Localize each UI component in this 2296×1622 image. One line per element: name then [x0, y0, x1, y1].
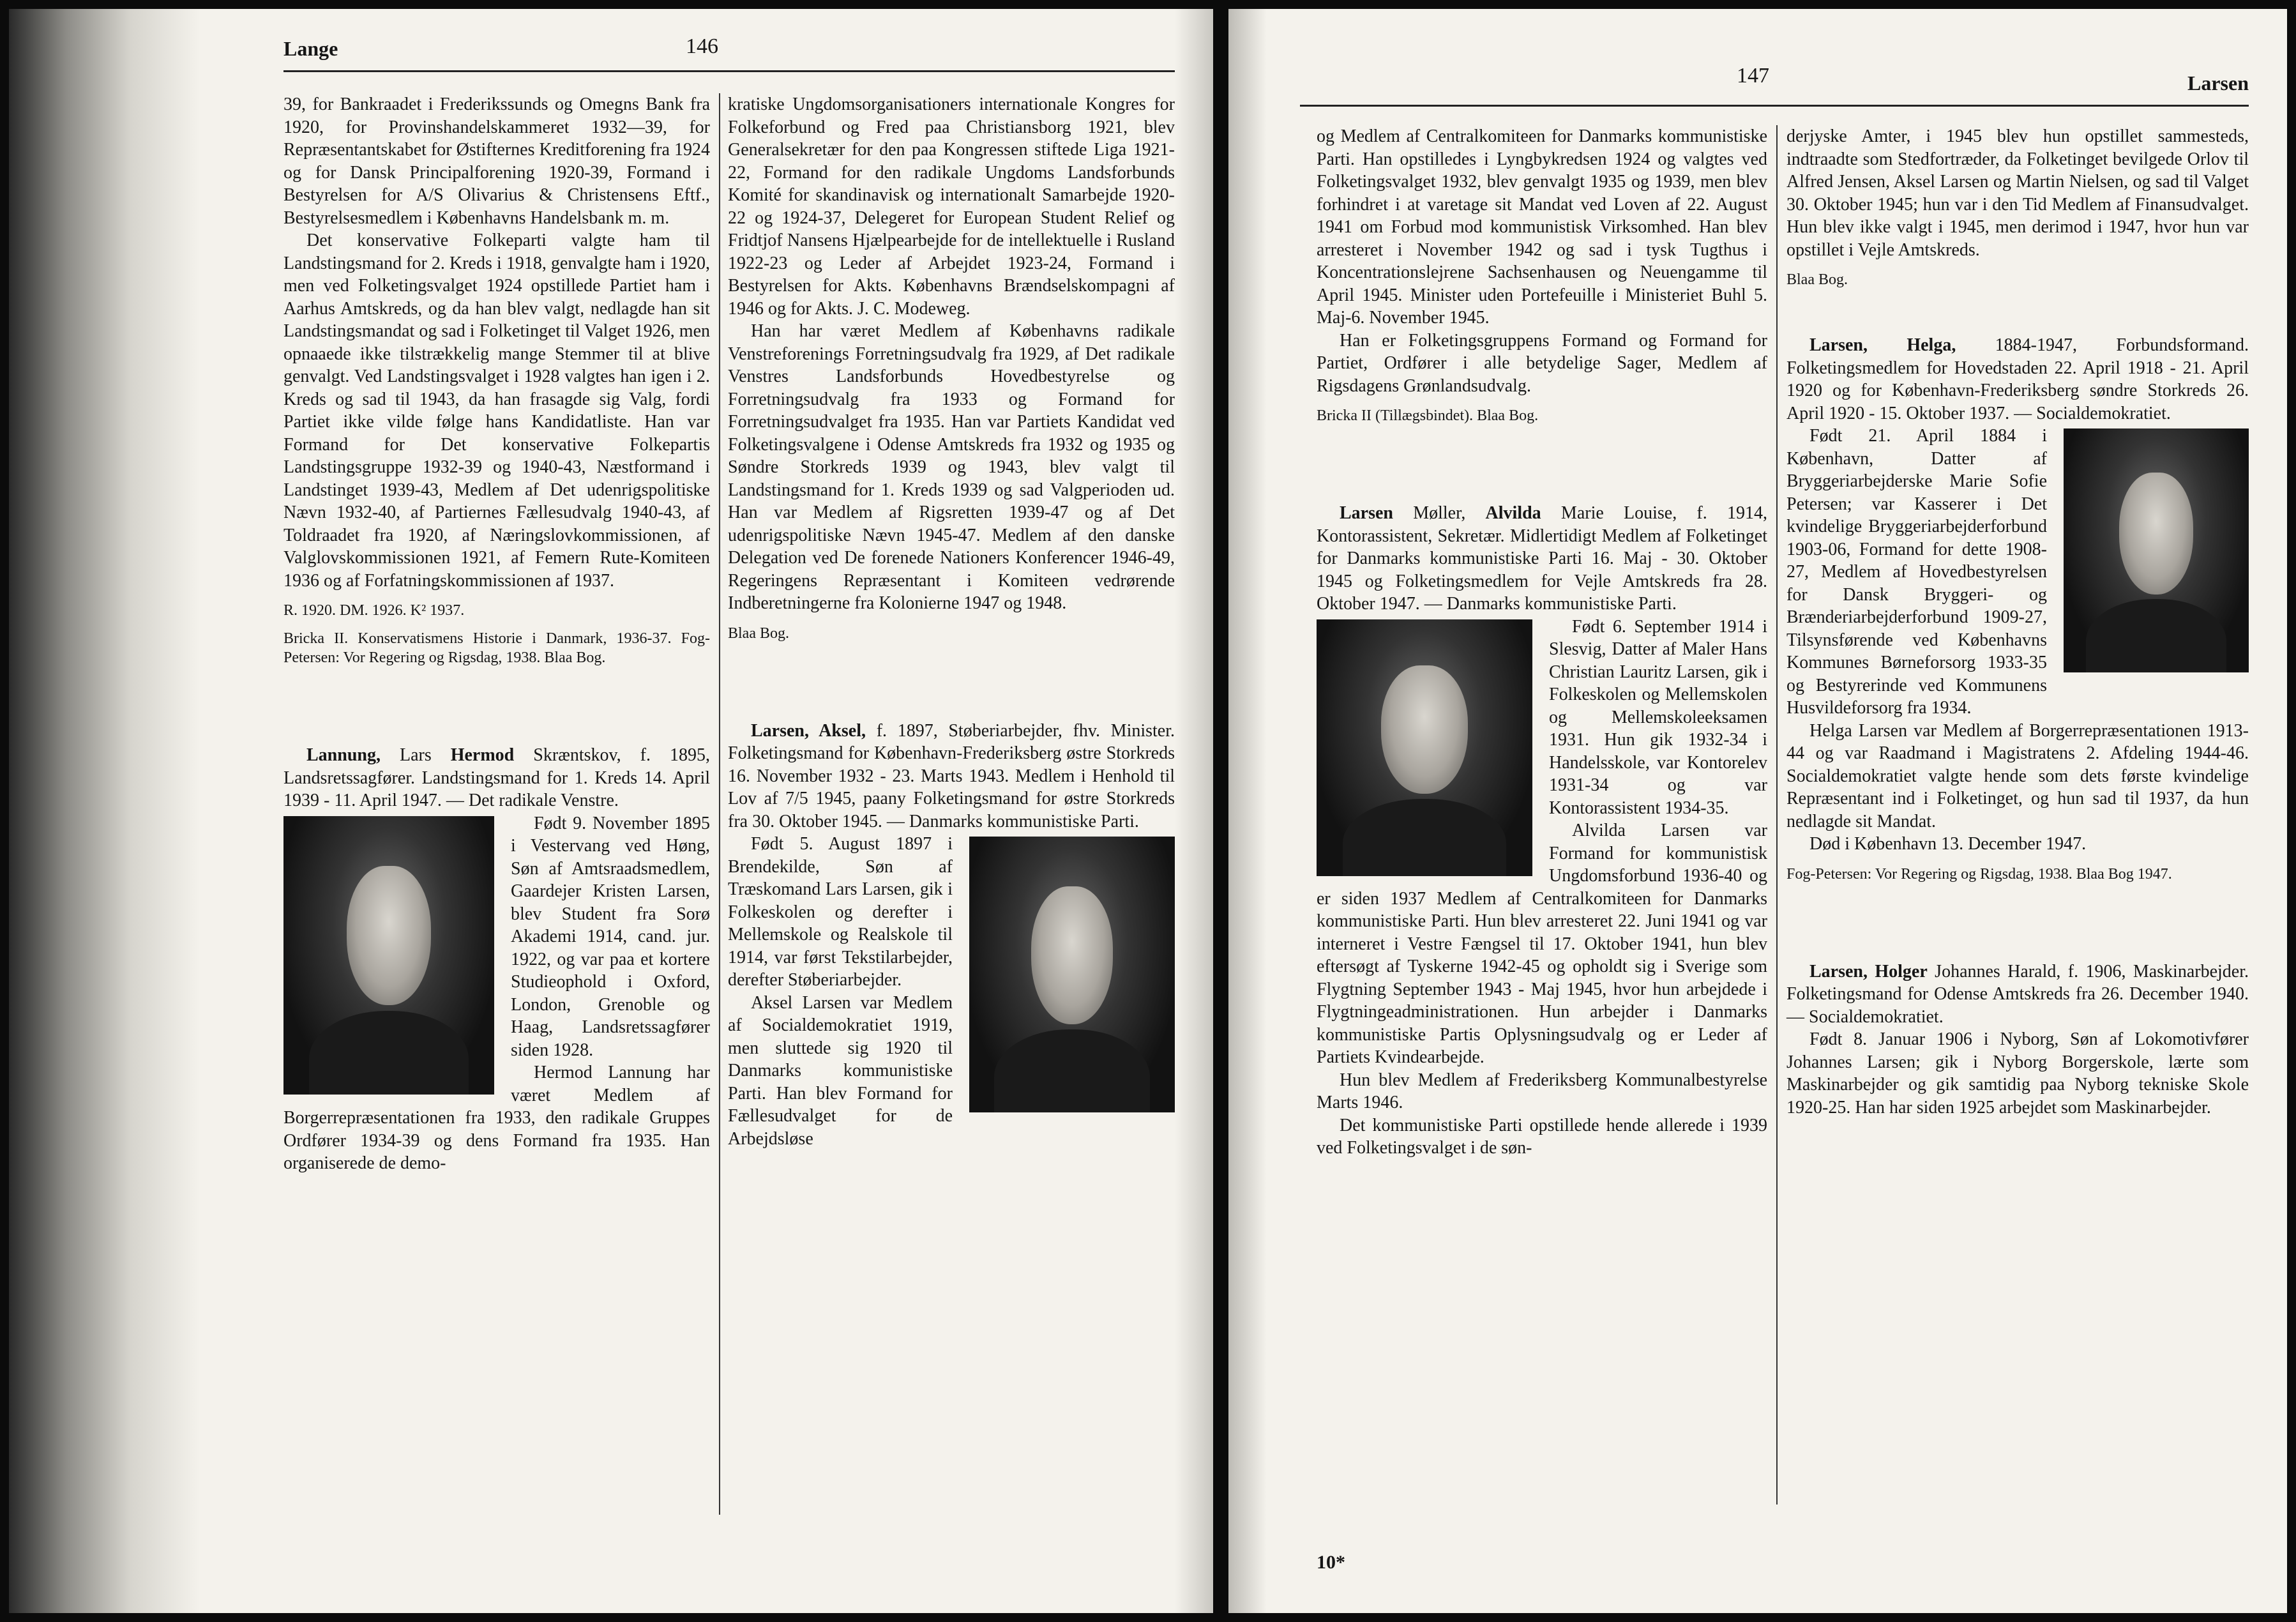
entry-heading: [1786, 334, 2249, 425]
entry-intro: f. 1897, Støberiarbejder, fhv. Minister. Folketingsmand for København-Frederiksberg østre Storkreds 16. November 1932 - 23. Marts 1943. Medlem i Henhold til Lov af 7/5 1945, paany Folketingsmand for østre Storkreds fra 30. Oktober 1945. — Danmarks kommunistiske Parti.: [728, 720, 1175, 831]
entry-mid-name: Møller,: [1393, 503, 1486, 523]
header-rule: [283, 70, 1175, 72]
entry-gap: [283, 667, 710, 744]
paragraph: Hun blev Medlem af Frederiksberg Kommunalbestyrelse Marts 1946.: [1317, 1070, 1767, 1112]
portrait-face: [1031, 886, 1114, 1024]
paragraph: Født 5. August 1897 i Brendekilde, Søn af Træskomand Lars Larsen, gik i Folkeskolen og derefter i Mellemskole og Realskole til 1914, var først Tekstilarbejder, derefter Støberiarbejder.: [728, 834, 953, 990]
paragraph: Født 6. September 1914 i Slesvig, Datter af Maler Hans Christian Lauritz Larsen, gik i Folkeskolen og Mellemskolen og Mellemskoleeksamen 1931. Hun gik 1932-34 i Handelsskole, var Kontorelev 1931-34 og var Kontorassistent 1934-35.: [1549, 616, 1767, 818]
page-number-right: 147: [1737, 64, 1769, 87]
paragraph: Helga Larsen var Medlem af Borgerrepræsentationen 1913-44 og var Raadmand i Magistratens 2. Afdeling 1944-46. Socialdemokratiet valgte hende som dets første kvindelige Repræsentant ind i Folketinget, og hun sad til 1937, da hun nedlagde sit Mandat.: [1786, 720, 2249, 831]
entry-name: Larsen, Aksel,: [751, 720, 866, 741]
portrait-face: [1381, 665, 1467, 794]
portrait-face: [2119, 473, 2193, 595]
paragraph: derjyske Amter, i 1945 blev hun opstillet sammesteds, indtraadte som Stedfortræder, da Folketinget bevilgede Orlov til Alfred Jensen, Aksel Larsen og Martin Nielsen, og sad til Valget 30. Oktober 1945; hun var i den Tid Medlem af Finansudvalget. Hun blev ikke valgt i 1945, men derimod i 1947, hvor hun var opstillet i Vejle Amtskreds.: [1786, 126, 2249, 260]
portrait-photo-helga-larsen: [2064, 428, 2249, 672]
entry-surname: Lannung,: [306, 745, 381, 765]
entry-intro: Johannes Harald, f. 1906, Maskinarbejder. Folketingsmand for Odense Amtskreds fra 26. December 1940. — Socialdemokratiet.: [1786, 961, 2249, 1027]
entry-gap: [1786, 289, 2249, 334]
column-divider: [719, 93, 720, 1515]
entry-intro: Marie Louise, f. 1914, Kontorassistent, Sekretær. Midlertidigt Medlem af Folketinget for Danmarks kommunistiske Parti 16. Maj - 30. Oktober 1945 og Folketingsmedlem for Vejle Amtskreds fra 28. Oktober 1947. — Danmarks kommunistiske Parti.: [1317, 503, 1767, 614]
paragraph: Død i København 13. December 1947.: [1809, 834, 2087, 854]
entry-heading: [728, 720, 1175, 833]
paragraph: Født 8. Januar 1906 i Nyborg, Søn af Lokomotivfører Johannes Larsen; gik i Nyborg Borgerskole, lærte som Maskinarbejder og gik samtidig paa Nyborg tekniske Skole 1920-25. Han har siden 1925 arbejdet som Maskinarbejder.: [1786, 1029, 2249, 1118]
paragraph: 39, for Bankraadet i Frederikssunds og Omegns Bank fra 1920, for Provinshandelskammeret 1932—39, for Repræsentantskabet for Østifternes Kreditforening fra 1924 og for Dansk Principalforening 1920-39, Formand i Bestyrelsen for A/S Olivarius & Christensens Eftf., Bestyrelsesmedlem i Københavns Handelsbank m. m.: [283, 95, 710, 228]
entry-gap: [1786, 884, 2249, 960]
paragraph: Alvilda Larsen var Formand for kommunistisk Ungdomsforbund 1936-40 og er siden 1937 Medlem af Centralkomiteen for Danmarks kommunistiske Parti. Hun blev arresteret 22. Juni 1941 og var interneret i Vestre Fængsel til 17. Oktober 1941, hun blev eftersøgt af Tyskerne 1942-45 og opholdt sig i Sverige som Flygtning September 1943 - Maj 1945, hvor hun arbejdede i Flygtningeadministrationen. Hun arbejder i Danmarks kommunistiske Partis Oplysningsudvalg og er Leder af Partiets Kvindearbejde.: [1317, 821, 1767, 1067]
column-right-1: [1317, 125, 1767, 1160]
honours: R. 1920. DM. 1926. K² 1937.: [283, 602, 465, 619]
portrait-face: [347, 866, 431, 1005]
sources: Fog-Petersen: Vor Regering og Rigsdag, 1938. Blaa Bog 1947.: [1786, 865, 2172, 883]
paragraph: Det konservative Folkeparti valgte ham til Landstingsmand for 2. Kreds i 1918, genvalgte ham i 1920, men ved Folketingsvalget 1924 opstillede Partiet ham i Aarhus Amtskreds, og da han blev valgt, nedlagde han sit Landstingsmandat og sad i Folketinget til Valget 1926, men opnaaede ikke tilstrækkelig mange Stemmer til at blive genvalgt. Ved Landstingsvalget i 1928 valgtes han igen i 2. Kreds og sad til 1943, da han frasagde sig Valg, fordi Partiet ikke vilde følge hans Kandidatliste. Han var Formand for Det konservative Folkepartis Landstingsgruppe 1932-39 og 1940-43, Næstformand i Landstinget 1939-43, Medlem af Det udenrigspolitiske Nævn 1932-40, af Partiernes Fællesudvalg 1940-43, af Toldraadet fra 1920, af Næringslovkommissionen, af Valglovskommissionen 1921, af Femern Rute-Komiteen 1936 og af Forfatningskommissionen af 1937.: [283, 231, 710, 591]
entry-heading: [1786, 960, 2249, 1029]
left-page: [9, 9, 1213, 1613]
entry-heading: [1317, 502, 1767, 616]
column-left-2: [728, 93, 1175, 1150]
paragraph: Han er Folketingsgruppens Formand og Formand for Partiet, Ordfører i alle betydelige Sager, Medlem af Rigsdagens Grønlandsudvalg.: [1317, 330, 1767, 396]
page-number-left: 146: [686, 34, 718, 58]
header-rule: [1300, 105, 2249, 107]
portrait-body: [994, 1029, 1151, 1112]
entry-given-name: Lars: [380, 745, 451, 765]
portrait-photo-aksel-larsen: [969, 837, 1175, 1112]
paragraph: og Medlem af Centralkomiteen for Danmarks kommunistiske Parti. Han opstilledes i Lyngbykredsen 1924 og valgtes ved Folketingsvalget 1932, blev genvalgt 1935 og 1939, men blev forhindret i at varetage sit Mandat ved Loven af 22. August 1941 om Forbud mod kommunistisk Virksomhed. Han blev arresteret i November 1942 og sad i tysk Tugthus i Koncentrationslejrene Sachsenhausen og Neuengamme til April 1945. Minister uden Portefeuille i Ministeriet Buhl 5. Maj-6. November 1945.: [1317, 126, 1767, 328]
portrait-photo-alvilda-larsen: [1317, 619, 1532, 876]
entry-intro: 1884-1947, Forbundsformand. Folketingsmedlem for Hovedstaden 22. April 1918 - 21. April 1920 og for København-Frederiksberg søndre Storkreds 26. April 1920 - 15. Oktober 1937. — Socialdemokratiet.: [1786, 335, 2249, 423]
sources: Bricka II. Konservatismens Historie i Danmark, 1936-37. Fog-Petersen: Vor Regering og Rigsdag, 1938. Blaa Bog.: [283, 630, 710, 666]
paragraph: Hermod Lannung har været Medlem af Borgerrepræsentationen fra 1933, den radikale Gruppes Ordfører 1934-39 og dens Formand fra 1935. Han organiserede de demo-: [283, 1063, 710, 1173]
entry-intro: Skræntskov, f. 1895, Landsretssagfører. Landstingsmand for 1. Kreds 14. April 1939 - 11. April 1947. — Det radikale Venstre.: [283, 745, 710, 810]
entry-called-name: Alvilda: [1485, 503, 1541, 523]
paragraph: Det kommunistiske Parti opstillede hende allerede i 1939 ved Folketingsvalget i de søn-: [1317, 1115, 1767, 1158]
paragraph: Født 9. November 1895 i Vestervang ved Høng, Søn af Amtsraadsmedlem, Gaardejer Kristen Larsen, blev Student fra Sorø Akademi 1914, cand. jur. 1922, og var paa et kortere Studieophold i Oxford, London, Grenoble og Haag, Landsretssagfører siden 1928.: [511, 813, 710, 1060]
paragraph: Han har været Medlem af Københavns radikale Venstreforenings Forretningsudvalg fra 1929, af Det radikale Venstres Landsforbunds Hovedbestyrelse og Forretningsudvalg fra 1933 og Formand for Forretningsudvalget fra 1935. Han var Partiets Kandidat ved Folketingsvalgene i Odense Amtskreds fra 1932 og 1935 og Søndre Storkreds 1939 og 1943, blev valgt til Landstingsmand for 1. Kreds 1939 og sad Valgperioden ud. Han var Medlem af Rigsretten 1939-47 og af Det udenrigspolitiske Nævn 1945-47. Medlem af den danske Delegation ved De forenede Nationers Konferencer 1946-49, Regeringens Repræsentant i Komiteen vedrørende Indberetningerne fra Kolonierne 1947 og 1948.: [728, 321, 1175, 613]
entry-surname: Larsen: [1340, 503, 1393, 523]
entry-name: Larsen, Holger: [1809, 961, 1928, 982]
entry-gap: [728, 643, 1175, 720]
running-head-left: Lange: [283, 37, 338, 60]
portrait-photo-hermod-lannung: [283, 816, 494, 1095]
sources: Blaa Bog.: [1786, 271, 1848, 288]
portrait-body: [2086, 599, 2226, 672]
column-right-2: [1786, 125, 2249, 1119]
paragraph: Født 21. April 1884 i København, Datter af Bryggeriarbejderske Marie Sofie Petersen; var Kasserer i Det kvindelige Bryggeriarbejderforbund 1903-06, Formand for dette 1908-27, Medlem af Hovedbestyrelsen for Dansk Bryggeri- og Brænderiarbejderforbund 1909-27, Tilsynsførende ved Københavns Kommunes Børneforsorg 1933-35 og Bestyrerinde ved Kommunens Husvildeforsorg fra 1934.: [1786, 426, 2047, 718]
portrait-body: [309, 1011, 469, 1095]
paragraph: Aksel Larsen var Medlem af Socialdemokratiet 1919, men sluttede sig 1920 til Danmarks kommunistiske Parti. Han blev Formand for Fællesudvalget for de Arbejdsløse: [728, 992, 953, 1149]
column-left-1: [283, 93, 710, 1175]
running-head-right: Larsen: [2187, 72, 2249, 95]
entry-called-name: Hermod: [450, 745, 515, 765]
entry-name: Larsen, Helga,: [1809, 335, 1956, 355]
entry-gap: [1317, 425, 1767, 502]
entry-heading: [283, 744, 710, 812]
sources: Bricka II (Tillægsbindet). Blaa Bog.: [1317, 407, 1539, 424]
column-divider: [1776, 125, 1778, 1505]
signature-mark: 10*: [1317, 1552, 1345, 1573]
portrait-body: [1343, 799, 1507, 876]
paragraph: kratiske Ungdomsorganisationers internationale Kongres for Folkeforbund og Fred paa Christiansborg 1921, blev Generalsekretær for den paa Kongressen stiftede Liga 1921-22, Formand for den radikale Ungdoms Landsforbunds Komité for skandinavisk og internationalt Samarbejde 1920-22 og 1924-37, Delegeret for European Student Relief og Fridtjof Nansens Hjælpearbejde for de intellektuelle i Rusland 1922-23 og Leder af Arbejdet 1923-24, Formand i Bestyrelsen for Akts. Københavns Brændselskompagni af 1946 og for Akts. J. C. Modeweg.: [728, 95, 1175, 319]
right-page: [1228, 9, 2287, 1613]
sources: Blaa Bog.: [728, 625, 789, 642]
